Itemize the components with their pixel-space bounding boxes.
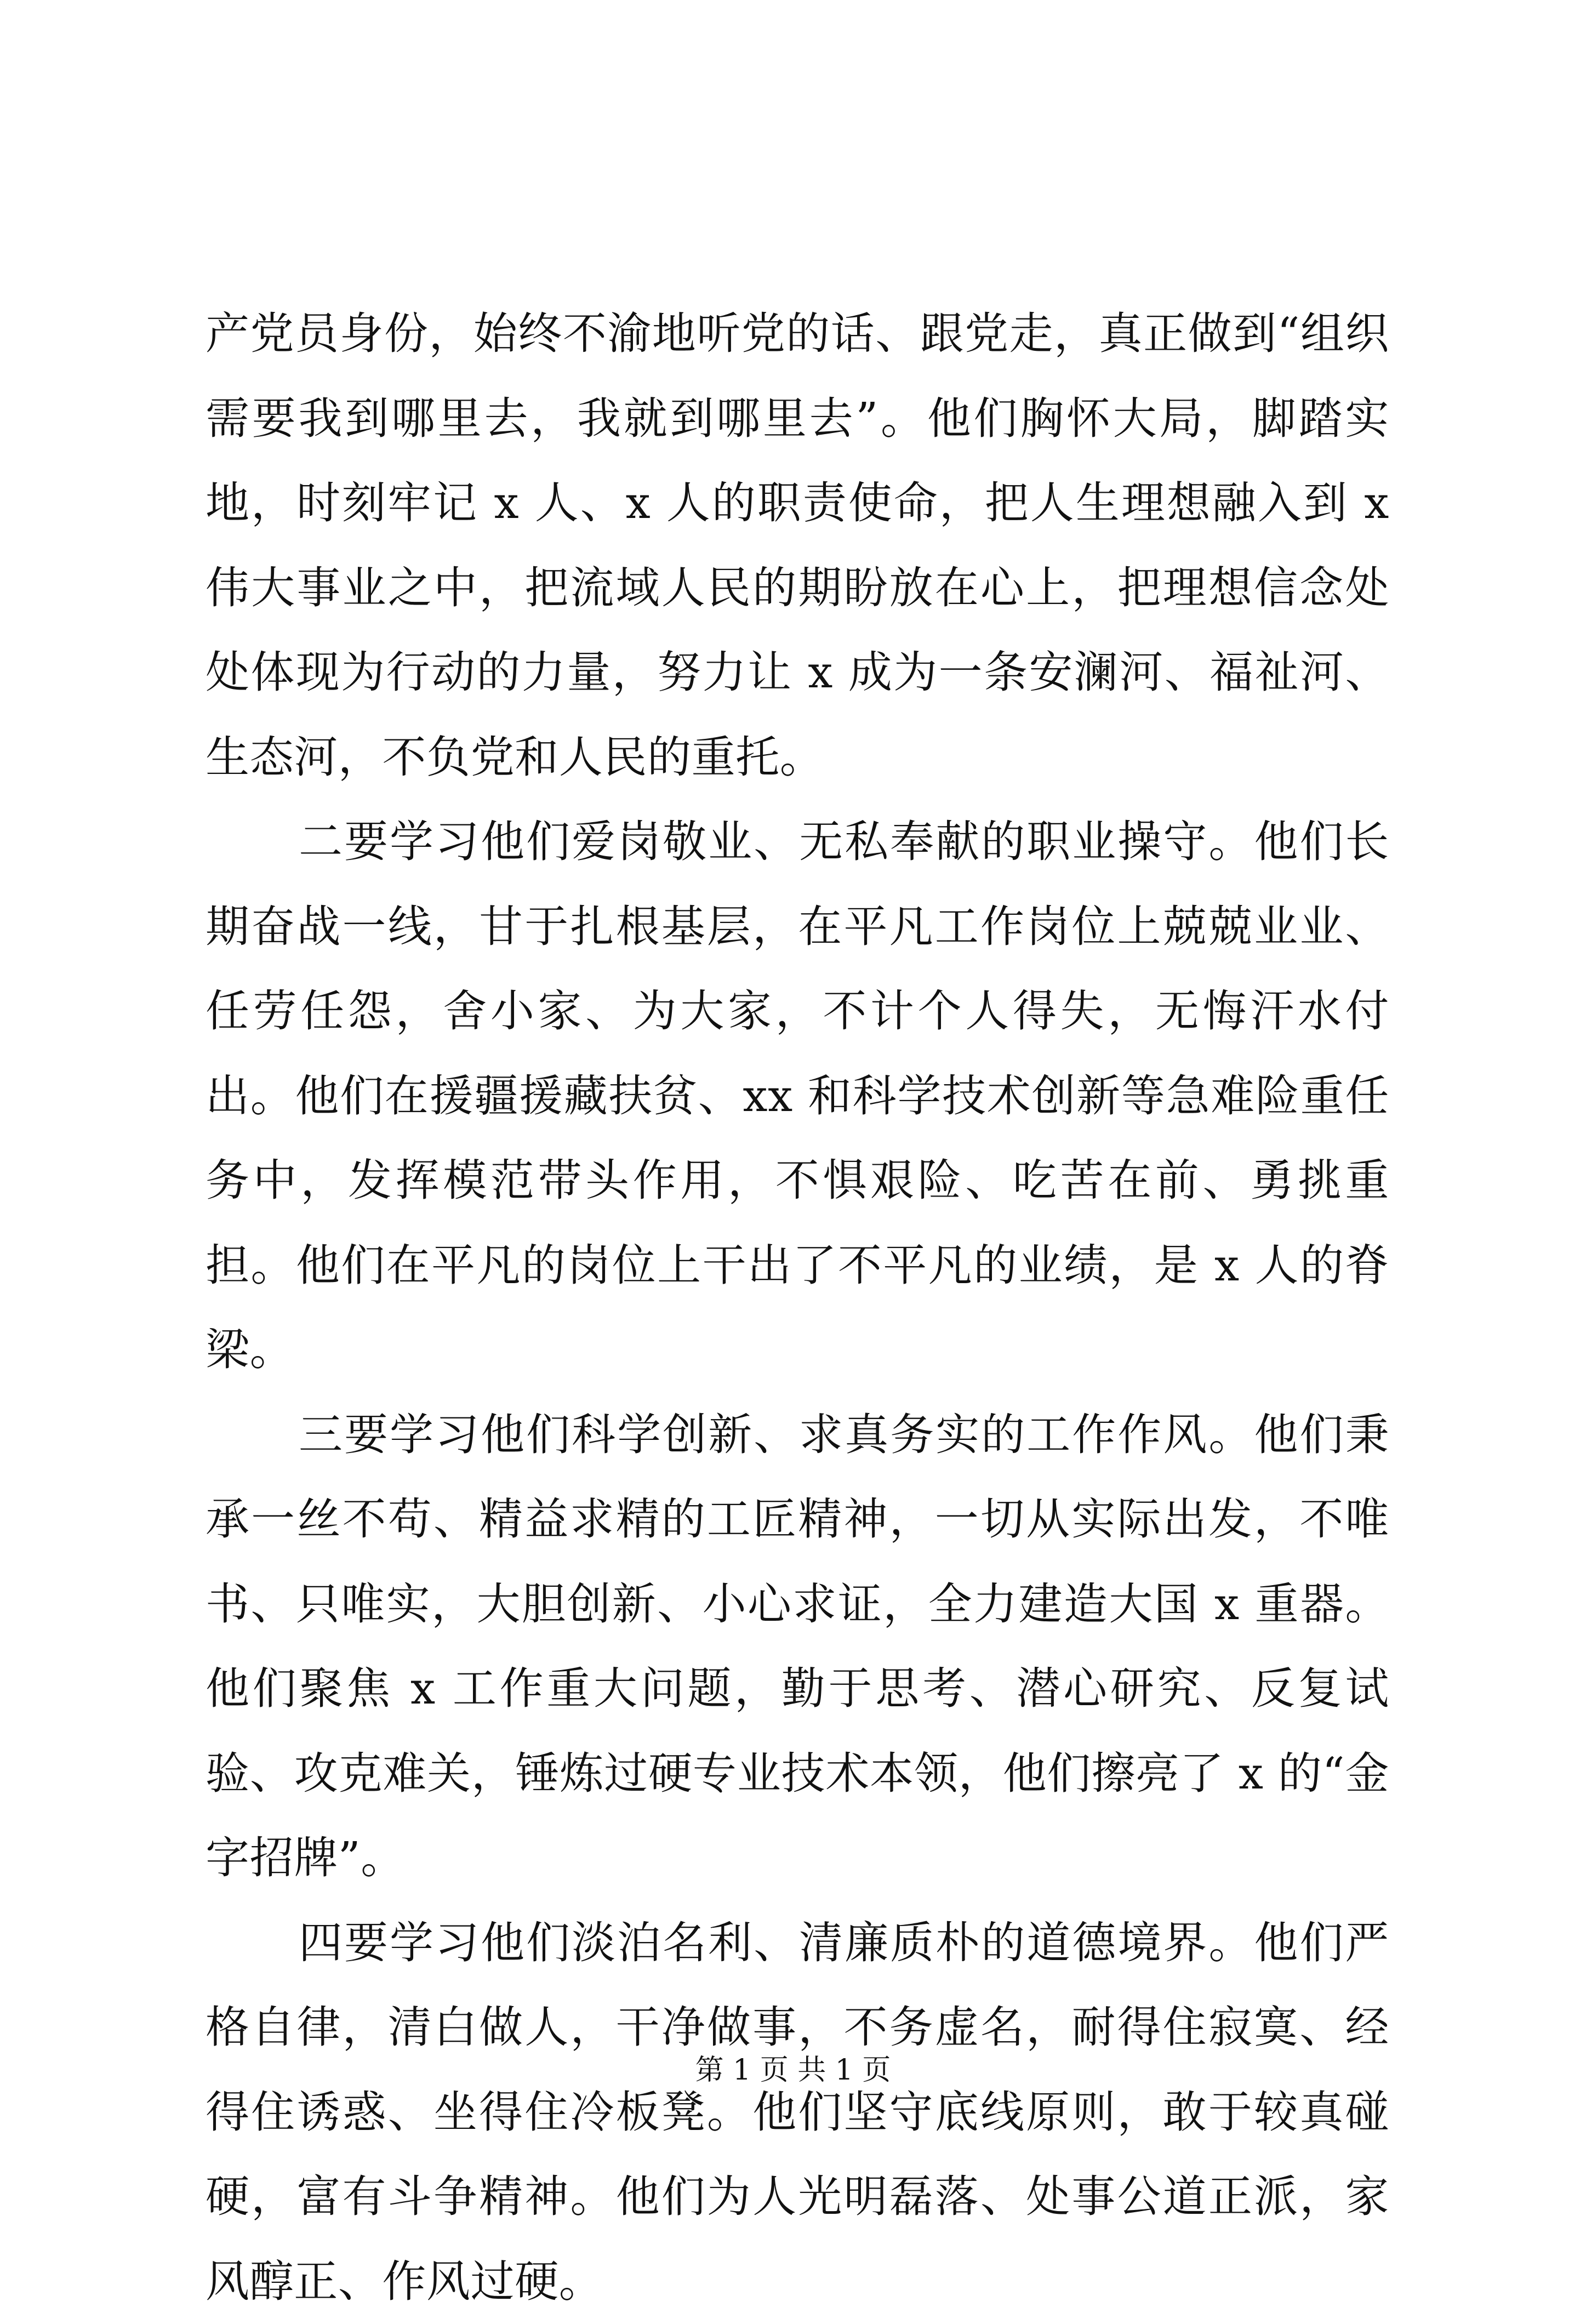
paragraph-continuation: 产党员身份，始终不渝地听党的话、跟党走，真正做到“组织需要我到哪里去，我就到哪里去”。他们胸怀大局，脚踏实地，时刻牢记 x 人、x 人的职责使命，把人生理想融入到 x 伟大事业之中，把流域人民的期盼放在心上，把理想信念处处体现为行动的力量，努力让 x 成为一条安澜河、福祉河、生态河，不负党和人民的重托。 xyxy=(206,292,1389,800)
paragraph-point-three: 三要学习他们科学创新、求真务实的工作作风。他们秉承一丝不苟、精益求精的工匠精神，一切从实际出发，不唯书、只唯实，大胆创新、小心求证，全力建造大国 x 重器。他们聚焦 x 工作重大问题，勤于思考、潜心研究、反复试验、攻克难关，锤炼过硬专业技术本领，他们擦亮了 x 的“金字招牌”。 xyxy=(206,1393,1389,1901)
page-number-footer: 第 1 页 共 1 页 xyxy=(0,2051,1586,2089)
document-body xyxy=(206,292,1389,2324)
paragraph-point-four: 四要学习他们淡泊名利、清廉质朴的道德境界。他们严格自律，清白做人，干净做事，不务虚名，耐得住寂寞、经得住诱惑、坐得住冷板凳。他们坚守底线原则，敢于较真碰硬，富有斗争精神。他们为人光明磊落、处事公道正派，家风醇正、作风过硬。 xyxy=(206,1901,1389,2324)
paragraph-point-two: 二要学习他们爱岗敬业、无私奉献的职业操守。他们长期奋战一线，甘于扎根基层，在平凡工作岗位上兢兢业业、任劳任怨，舍小家、为大家，不计个人得失，无悔汗水付出。他们在援疆援藏扶贫、xx 和科学技术创新等急难险重任务中，发挥模范带头作用，不惧艰险、吃苦在前、勇挑重担。他们在平凡的岗位上干出了不平凡的业绩，是 x 人的脊梁。 xyxy=(206,800,1389,1393)
